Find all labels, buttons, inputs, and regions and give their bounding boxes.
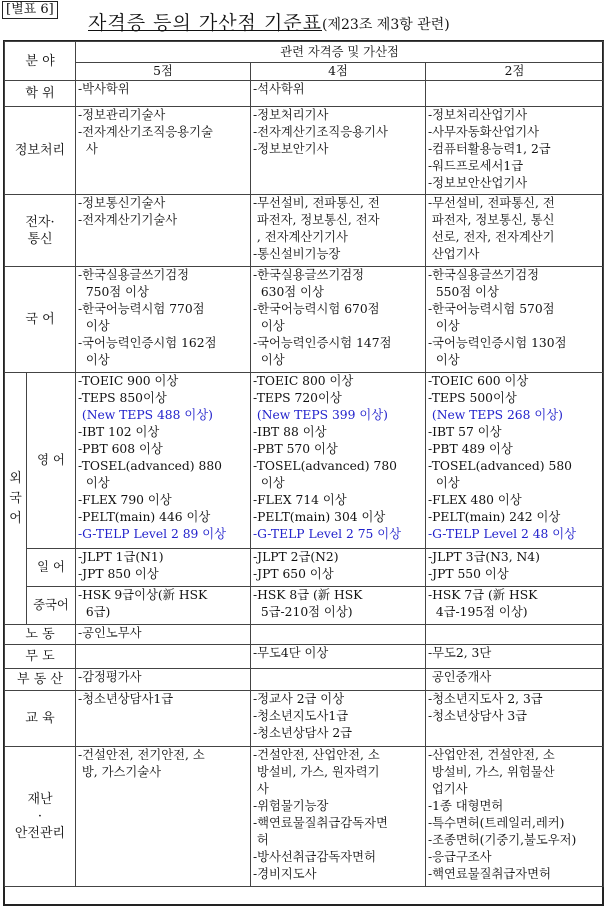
cell-line: 이상 [428,319,460,333]
cell-line: -무선설비, 전파통신, 전 [253,196,380,210]
cell-line: -석사학위 [253,82,305,96]
cell-line: -한국실용글쓰기검정 [428,268,540,282]
cell-line: -G-TELP Level 2 75 이상 [253,527,402,541]
cell-line: -정보처리기사 [253,108,329,122]
cell-line: -JLPT 1급(N1) [78,550,164,564]
table-row [5,669,604,691]
table-row [5,747,604,887]
cell [251,747,426,887]
cell [76,107,251,195]
cell [76,645,251,669]
cell-line: 이상 [428,476,460,490]
cell [426,267,604,373]
cell-line: -PELT(main) 242 이상 [428,510,561,524]
cell-line: -TOSEL(advanced) 580 [428,459,572,473]
row-label-labor: 노 동 [5,625,76,645]
cell-line: -청소년상담사 2급 [253,726,353,740]
cell-line: -핵연료물질취급자면허 [428,867,551,881]
cell-line: -1종 대형면허 [428,799,504,813]
cell-line: -건설안전, 전기안전, 소 [78,748,205,762]
cell-line: -정보통신기술사 [78,196,166,210]
cell-line: -특수면허(트레일러,레커) [428,816,565,830]
cell-line: -산업안전, 건설안전, 소 [428,748,555,762]
cell-line: 이상 [78,319,110,333]
cell-line: -FLEX 714 이상 [253,493,347,507]
cell [76,195,251,267]
table-row [5,549,604,587]
cell [426,195,604,267]
cell [251,587,426,625]
cell-line: -PBT 570 이상 [253,442,338,456]
cell-line: -IBT 57 이상 [428,425,502,439]
table-row [5,81,604,107]
table-row [5,625,604,645]
cell-line: -무도2, 3단 [428,646,492,660]
cell [426,107,604,195]
cell-line: -한국어능력시험 570점 [428,302,555,316]
cell-line: -한국어능력시험 770점 [78,302,205,316]
appendix-tag: [별표 6] [2,1,58,19]
cell-line: 630점 이상 [253,285,324,299]
cell-line: 선로, 전자, 전자계산기 [428,230,555,244]
cell-line: -JLPT 2급(N2) [253,550,339,564]
cell-line: -IBT 88 이상 [253,425,327,439]
cell-line: -JPT 650 이상 [253,567,334,581]
sub-label-chinese: 중국어 [27,587,76,625]
cell-line: -FLEX 480 이상 [428,493,522,507]
page-title [88,8,450,35]
cell-line: -위험물기능장 [253,799,329,813]
table-row [5,373,604,549]
cell [76,691,251,747]
cell-line: -IBT 102 이상 [78,425,160,439]
cell-line: 이상 [428,353,460,367]
cell-line: -무선설비, 전파통신, 전 [428,196,555,210]
cell-line: -TEPS 850이상 [78,391,167,405]
label-line: 재난 [27,792,53,807]
cell-line: -JPT 550 이상 [428,567,509,581]
cell-line: -정보관리기술사 [78,108,166,122]
col-2pt: 2점 [426,63,604,81]
cell-line: -HSK 7급 (新 HSK [428,588,538,602]
label-char: 어 [9,510,22,526]
cell-line: -TEPS 500이상 [428,391,517,405]
cell-line: -정보보안기사 [253,142,329,156]
cell [426,549,604,587]
table-row [5,267,604,373]
cell-line: -TOSEL(advanced) 780 [253,459,397,473]
cell [76,267,251,373]
cell-line: -한국실용글쓰기검정 [78,268,190,282]
field-header: 분 야 [5,42,76,81]
row-label-elec [5,195,76,267]
cell [251,373,426,549]
table-row [5,645,604,669]
cell-line: -핵연료물질취급감독자면 [253,816,388,830]
cell-line: -방사선취급감독자면허 [253,850,376,864]
cell-line: -TEPS 720이상 [253,391,342,405]
cell-line: -컴퓨터활용능력1, 2급 [428,142,551,156]
col-5pt: 5점 [76,63,251,81]
cell [76,81,251,107]
cell-line: 업기사 [428,782,468,796]
cell-line: -PBT 608 이상 [78,442,163,456]
cell-line: -전자계산기조직응용기사 [253,125,388,139]
cell [251,267,426,373]
cell-line: (New TEPS 268 이상) [428,408,563,422]
cell [76,747,251,887]
cell-line: 이상 [253,476,285,490]
cell-line: -JPT 850 이상 [78,567,159,581]
cell-line: 사 [253,782,269,796]
col-4pt: 4점 [251,63,426,81]
cell [426,691,604,747]
cell-line: -정보보안산업기사 [428,176,528,190]
row-label-realty: 부 동 산 [5,669,76,691]
cell-line: -청소년지도사 2, 3급 [428,692,543,706]
cell-line: 550점 이상 [428,285,499,299]
cell-line: -경비지도사 [253,867,317,881]
cell-line: -전자계산기기술사 [78,213,178,227]
cell-line: -응급구조사 [428,850,492,864]
cell [76,669,251,691]
cell-line: -워드프로세서1급 [428,159,524,173]
cell-line: 이상 [253,353,285,367]
cell-line: -청소년지도사1급 [253,709,349,723]
cell-line: -HSK 8급 (新 HSK [253,588,363,602]
cell-line: -한국실용글쓰기검정 [253,268,365,282]
cell-line: 이상 [253,319,285,333]
cell-line: 6급) [78,605,111,619]
cell [251,691,426,747]
cell-line: -TOEIC 900 이상 [78,374,179,388]
cell [76,625,251,645]
cell-line: -국어능력인증시험 147점 [253,336,392,350]
bonus-table [4,41,604,887]
title-main: 자격증 등의 가산점 기준표 [88,12,323,34]
cell-line: -청소년상담사1급 [78,692,174,706]
cell-line: -국어능력인증시험 130점 [428,336,567,350]
cell [76,587,251,625]
cell-line: -JLPT 3급(N3, N4) [428,550,540,564]
table-row [5,691,604,747]
cell [426,81,604,107]
cell-line: -통신설비기능장 [253,247,341,261]
cell-line: -TOEIC 800 이상 [253,374,354,388]
cell-line: 산업기사 [428,247,480,261]
title-sub: (제23조 제3항 관련) [322,17,450,33]
cell-line: -정보처리산업기사 [428,108,528,122]
cell-line: 이상 [78,476,110,490]
cell-line: 이상 [78,353,110,367]
cell-line: 750점 이상 [78,285,149,299]
cell-line: -사무자동화산업기사 [428,125,540,139]
cell-line: -청소년상담사 3급 [428,709,528,723]
row-label-safety [5,747,76,887]
cell-line: 방설비, 가스, 원자력기 [253,765,380,779]
cell-line: -공인노무사 [78,626,142,640]
cell [426,645,604,669]
cell-line: 방, 가스기술사 [78,765,161,779]
cell [251,669,426,691]
sub-label-japanese: 일 어 [27,549,76,587]
cell [426,373,604,549]
cell [76,373,251,549]
cell-line: 사 [78,142,98,156]
cell-line: -PELT(main) 304 이상 [253,510,386,524]
cell [426,625,604,645]
row-label-martial: 무 도 [5,645,76,669]
cell [426,747,604,887]
cell-line: (New TEPS 399 이상) [253,408,388,422]
cell-line: -FLEX 790 이상 [78,493,172,507]
cell [251,645,426,669]
cell-line: -국어능력인증시험 162점 [78,336,217,350]
cell-line: -한국어능력시험 670점 [253,302,380,316]
cell-line: -G-TELP Level 2 89 이상 [78,527,227,541]
label-line: · [37,809,43,824]
cell-line: -감정평가사 [78,670,142,684]
cell-line: -전자계산기조직응용기술 [78,125,213,139]
cell-line: -PELT(main) 446 이상 [78,510,211,524]
table-row [5,587,604,625]
cell [251,107,426,195]
cell [426,587,604,625]
row-label-degree: 학 위 [5,81,76,107]
cell-line: -HSK 9급이상(新 HSK [78,588,208,602]
cell-line: -G-TELP Level 2 48 이상 [428,527,577,541]
cell-line: -조종면허(기중기,불도우저) [428,833,577,847]
label-char: 국 [9,490,22,506]
row-label-info: 정보처리 [5,107,76,195]
table-row [5,195,604,267]
cell-line: , 전자계산기기사 [253,230,348,244]
cell-line: 파전자, 정보통신, 통신 [428,213,555,227]
cell [251,625,426,645]
cell [251,549,426,587]
cell-line: -정교사 2급 이상 [253,692,345,706]
row-label-korean: 국 어 [5,267,76,373]
cell [426,669,604,691]
cell-line: 공인중개사 [428,670,492,684]
cell [251,81,426,107]
label-line: 통신 [27,231,53,247]
row-label-edu: 교 육 [5,691,76,747]
label-char: 외 [9,470,22,486]
cell-line: -무도4단 이상 [253,646,329,660]
cell-line: -TOSEL(advanced) 880 [78,459,222,473]
cell [251,195,426,267]
cell [76,549,251,587]
cell-line: 5급-210점 이상) [253,605,353,619]
cell-line: -박사학위 [78,82,130,96]
cell-line: 방설비, 가스, 위험물산 [428,765,555,779]
cell-line: 허 [253,833,269,847]
cell-line: -PBT 489 이상 [428,442,513,456]
cell-line: (New TEPS 488 이상) [78,408,213,422]
label-line: 안전관리 [14,826,66,841]
row-label-foreign [5,373,27,625]
cell-line: -건설안전, 산업안전, 소 [253,748,380,762]
cell-line: 파전자, 정보통신, 전자 [253,213,380,227]
group-header: 관련 자격증 및 가산점 [76,42,604,63]
cell-line: 4급-195점 이상) [428,605,528,619]
cell-line: -TOEIC 600 이상 [428,374,529,388]
sub-label-english: 영 어 [27,373,76,549]
label-line: 전자· [25,214,55,230]
table-row [5,107,604,195]
